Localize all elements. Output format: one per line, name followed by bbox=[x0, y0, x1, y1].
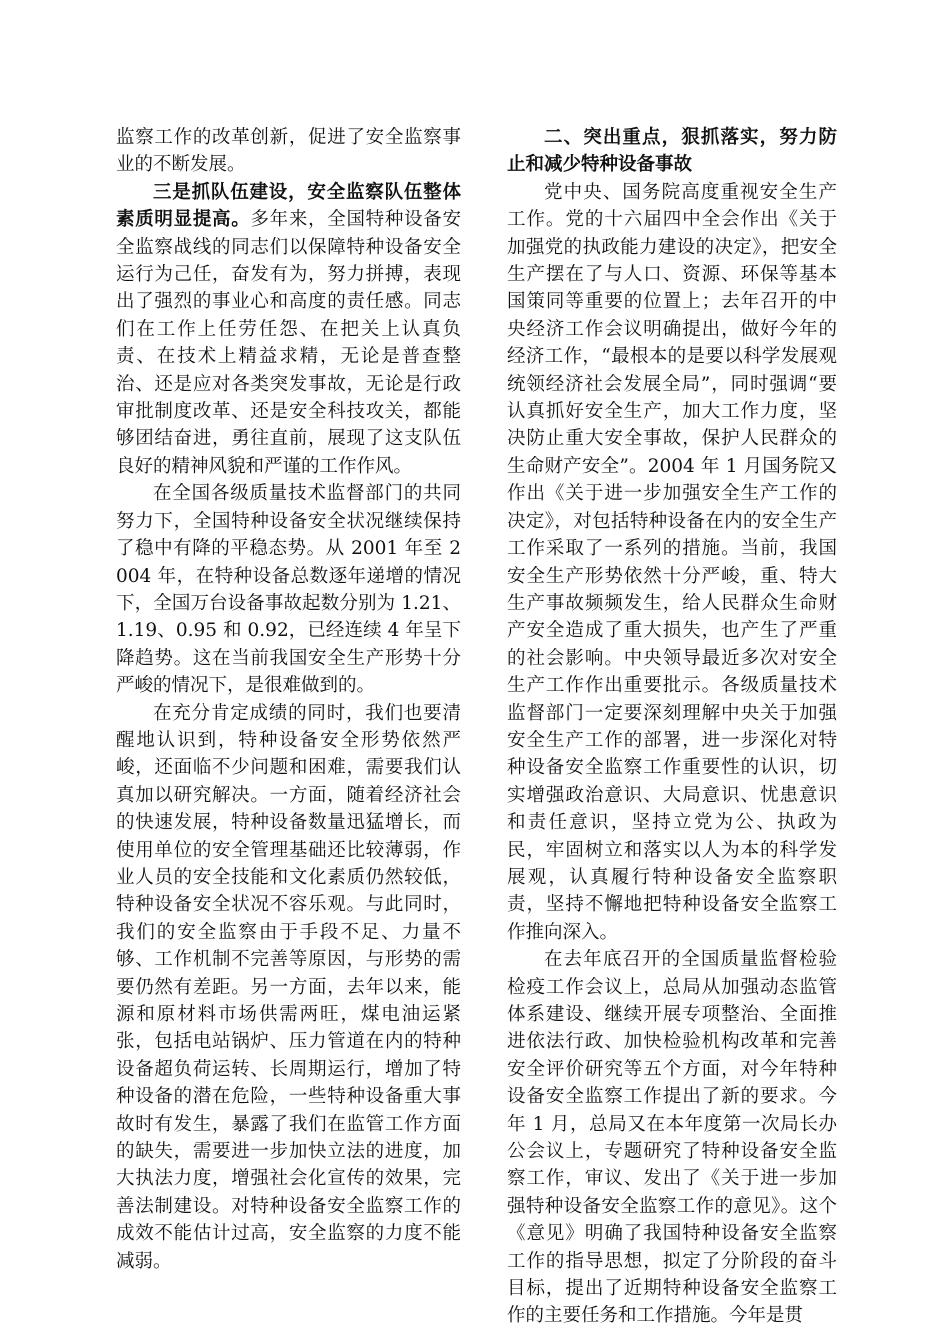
left-paragraph-4: 在充分肯定成绩的同时，我们也要清醒地认识到，特种设备安全形势依然严峻，还面临不少问题和困难，需要我们认真加以研究解决。一方面，随着经济社会的快速发展，特种设备数量迅猛增长，而使用单位的安全管理基础还比较薄弱，作业人员的安全技能和文化素质仍然较低，特种设备安全状况不容乐观。与此同时，我们的安全监察由于手段不足、力量不够、工作机制不完善等原因，与形势的需要仍然有差距。另一方面，去年以来，能源和原材料市场供需两旺，煤电油运紧张，包括电站锅炉、压力管道在内的特种设备超负荷运转、长周期运行，增加了特种设备的潜在危险，一些特种设备重大事故时有发生，暴露了我们在监管工作方面的缺失，需要进一步加快立法的进度，加大执法力度，增强社会化宣传的效果，完善法制建设。对特种设备安全监察工作的成效不能估计过高，安全监察的力度不能减弱。 bbox=[116, 702, 461, 1272]
section-heading: 二、突出重点，狠抓落实，努力防止和减少特种设备事故 bbox=[507, 127, 837, 176]
left-paragraph-2-body: 多年来，全国特种设备安全监察战线的同志们以保障特种设备安全运行为己任，奋发有为，努力拼搏，表现出了强烈的事业心和高度的责任感。同志们在工作上任劳任怨、在把关上认真负责、在技术上精益求精，无论是普查整治、还是应对各类突发事故，无论是行政审批制度改革、还是安全科技攻关，都能够团结奋进，勇往直前，展现了这支队伍良好的精神风貌和严谨的工作作风。 bbox=[116, 209, 461, 477]
left-paragraph-2 bbox=[116, 179, 461, 480]
right-column bbox=[507, 124, 837, 1330]
left-paragraph-3: 在全国各级质量技术监督部门的共同努力下，全国特种设备安全状况继续保持了稳中有降的平稳态势。从 2001 年至 2004 年，在特种设备总数逐年递增的情况下，全国万台设备事故起数分别为 1.21、1.19、0.95 和 0.92，已经连续 4 年呈下降趋势。这在当前我国安全生产形势十分严峻的情况下，是很难做到的。 bbox=[116, 483, 461, 697]
left-paragraph-2-lead: 三是抓队伍建设，安全监察队伍整体素质明显提高。 bbox=[116, 181, 461, 231]
right-paragraph-1: 党中央、国务院高度重视安全生产工作。党的十六届四中全会作出《关于加强党的执政能力建设的决定》，把安全生产摆在了与人口、资源、环保等基本国策同等重要的位置上；去年召开的中央经济工作会议明确提出，做好今年的经济工作，“最根本的是要以科学发展观统领经济社会发展全局”，同时强调“要认真抓好安全生产，加大工作力度，坚决防止重大安全事故，保护人民群众的生命财产安全”。2004 年 1 月国务院又作出《关于进一步加强安全生产工作的决定》，对包括特种设备在内的安全生产工作采取了一系列的措施。当前，我国安全生产形势依然十分严峻，重、特大生产事故频频发生，给人民群众生命财产安全造成了重大损失，也产生了严重的社会影响。中央领导最近多次对安全生产工作作出重要批示。各级质量技术监督部门一定要深刻理解中央关于加强安全生产工作的部署，进一步深化对特种设备安全监察工作重要性的认识，切实增强政治意识、大局意识、忧患意识和责任意识，坚持立党为公、执政为民，牢固树立和落实以人为本的科学发展观，认真履行特种设备安全监察职责，坚持不懈地把特种设备安全监察工作推向深入。 bbox=[507, 181, 837, 943]
left-column bbox=[116, 124, 461, 1275]
left-paragraph-1: 监察工作的改革创新，促进了安全监察事业的不断发展。 bbox=[116, 127, 461, 176]
right-paragraph-2: 在去年底召开的全国质量监督检验检疫工作会议上，总局从加强动态监管体系建设、继续开展专项整治、全面推进依法行政、加快检验机构改革和完善安全评价研究等五个方面，对今年特种设备安全监察工作提出了新的要求。今年 1 月，总局又在本年度第一次局长办公会议上，专题研究了特种设备安全监察工作，审议、发出了《关于进一步加强特种设备安全监察工作的意见》。这个《意见》明确了我国特种设备安全监察工作的指导思想，拟定了分阶段的奋斗目标，提出了近期特种设备安全监察工作的主要任务和工作措施。今年是贯 bbox=[507, 949, 837, 1327]
